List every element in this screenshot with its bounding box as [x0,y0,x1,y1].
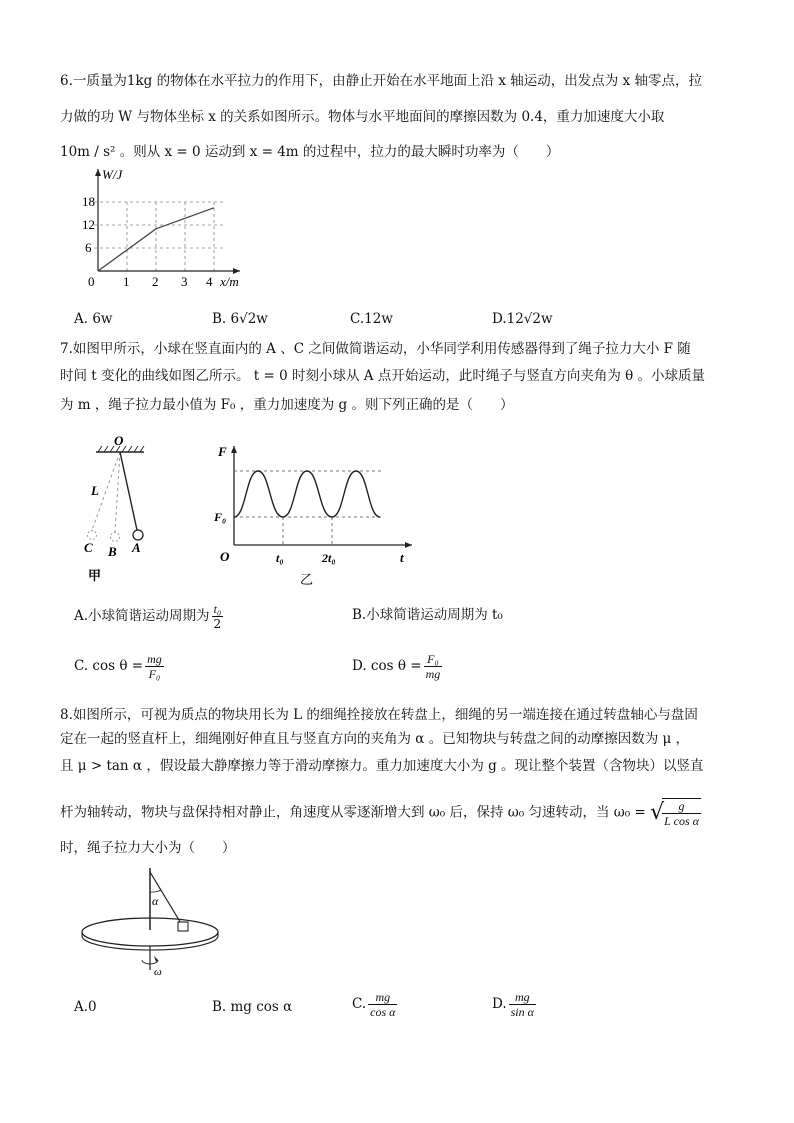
q6-line1: 6.一质量为1kg 的物体在水平拉力的作用下，由静止开始在水平地面上沿 x 轴运动，出发点为 x 轴零点，拉 [60,73,702,89]
q7-option-a-fraction [212,602,224,631]
q7-line1: 7.如图甲所示，小球在竖直面内的 A 、C 之间做简谐运动，小华同学利用传感器得到了绳子拉力大小 F 随 [60,341,691,357]
fraction-denominator: F₀ [148,667,161,681]
x-tick-3: 3 [181,274,188,289]
fraction-denominator: mg [425,667,441,681]
q7-option-c-fraction [145,652,164,681]
f-axis-arrow [231,446,237,453]
caption-yi: 乙 [300,572,314,587]
q8-sqrt-fraction [662,798,701,828]
label-f0: F₀ [214,510,227,524]
t-axis-arrow [405,542,412,548]
q7-option-b: B.小球简谐运动周期为 t₀ [352,607,503,623]
q7-option-a [74,602,223,631]
q7-figure-yi-force-time [212,440,422,590]
fraction-numerator: mg [368,990,397,1005]
q7-option-a-text: A.小球简谐运动周期为 [74,608,210,624]
q8-line5: 时，绳子拉力大小为（ ） [60,840,236,856]
q8-option-d-text: D. [492,996,507,1012]
origin-label: 0 [88,274,95,289]
q7-line2: 时间 t 变化的曲线如图乙所示。 t = 0 时刻小球从 A 点开始运动，此时绳子与竖直方向夹角为 θ 。小球质量 [60,368,706,384]
ball-b [111,533,120,542]
q8-option-d [492,990,536,1019]
label-o: O [114,433,124,448]
fraction-denominator: cos α [370,1005,396,1019]
x-tick-1: 1 [123,274,130,289]
sqrt-denominator: L cos α [664,814,699,828]
string-a [120,452,137,530]
fraction-denominator: 2 [213,617,222,631]
label-l: L [91,483,99,498]
q8-turntable-figure [78,862,228,987]
x-tick-4: 4 [206,274,213,289]
label-b: B [108,544,117,559]
q8-line4 [60,796,701,830]
q7-option-d [352,652,442,681]
q6-option-a: A. 6w [74,311,113,327]
x-axis-label: x/m [220,274,239,289]
q7-option-d-fraction [424,652,443,681]
y-axis-arrow [95,169,101,176]
q8-option-c-fraction [368,990,397,1019]
fraction-numerator: mg [509,990,536,1005]
fraction-numerator: t₀ [212,602,224,617]
q6-line2: 力做的功 W 与物体坐标 x 的关系如图所示。物体与水平地面间的摩擦因数为 0.4，重力加速度大小取 [60,109,665,125]
label-alpha: α [152,894,159,908]
q6-work-position-chart [80,165,260,300]
label-omega: ω [154,966,162,978]
y-tick-18: 18 [82,194,95,209]
q6-option-c: C.12w [350,311,393,327]
q8-option-c-text: C. [352,996,367,1012]
label-a: A [132,540,141,555]
q8-line3: 且 μ > tan α ，假设最大静摩擦力等于滑动摩擦力。重力加速度大小为 g 。现让整个装置（含物块）以竖直 [60,758,704,774]
block [178,922,188,931]
fraction-numerator: mg [147,652,162,666]
q8-line2: 定在一起的竖直杆上，细绳刚好伸直且与竖直方向的夹角为 α 。已知物块与转盘之间的动摩擦因数为 μ ， [60,731,690,747]
force-curve [234,471,380,517]
q7-line3: 为 m ，绳子拉力最小值为 F₀ ，重力加速度为 g 。则下列正确的是（ ） [60,397,514,413]
caption-jia: 甲 [88,568,102,583]
q8-line4-text: 杆为轴转动，物块与盘保持相对静止，角速度从零逐渐增大到 ω₀ 后，保持 ω₀ 匀速转动，当 ω₀ = [60,804,646,821]
label-c: C [84,540,93,555]
ball-a [133,530,143,540]
label-f: F [218,444,227,459]
fraction-numerator: F₀ [424,652,443,667]
q7-figure-jia-pendulum [80,432,160,587]
q8-option-b: B. mg cos α [212,999,293,1015]
sqrt-sign: √ [650,800,665,825]
y-axis-label: W/J [102,167,123,182]
x-tick-2: 2 [152,274,159,289]
angle-arc [150,890,161,892]
label-t: t [400,550,404,565]
q8-line1: 8.如图所示，可视为质点的物块用长为 L 的细绳拴接放在转盘上，细绳的另一端连接在通过转盘轴心与盘固 [60,707,698,723]
label-2t0: 2t₀ [322,551,336,565]
label-t0: t₀ [276,551,284,565]
q8-option-a: A.0 [74,999,97,1015]
y-tick-12: 12 [82,217,95,232]
y-tick-6: 6 [85,240,92,255]
q7-option-d-text: D. cos θ = [352,658,422,674]
q8-option-d-fraction [509,990,536,1019]
q8-option-c [352,990,397,1019]
fraction-denominator: sin α [510,1005,534,1019]
label-origin: O [220,549,230,564]
q7-option-c-text: C. cos θ = [74,658,144,674]
q7-option-c [74,652,164,681]
sqrt-numerator: g [662,799,701,814]
q6-option-d: D.12√2w [492,311,553,327]
q6-line3: 10m / s² 。则从 x = 0 运动到 x = 4m 的过程中，拉力的最大瞬时功率为（ ） [60,144,560,160]
q6-option-b: B. 6√2w [212,311,268,327]
ball-c [88,531,97,540]
